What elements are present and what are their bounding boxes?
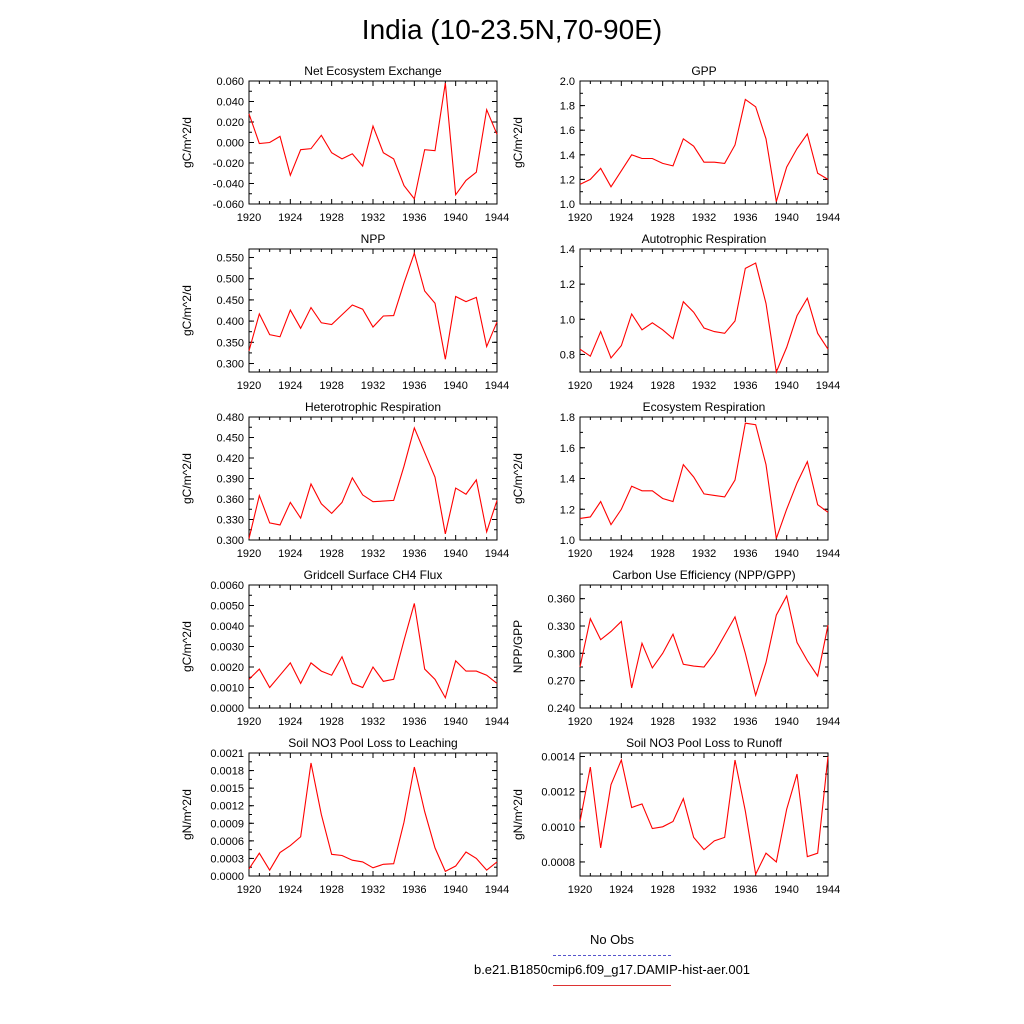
panel-5-ytick-label-3: 1.6 (559, 442, 575, 455)
panel-2-ytick-label-2: 0.400 (216, 316, 244, 329)
panel-8-ytick-label-1: 0.0003 (210, 853, 244, 866)
panel-8-xtick-label-1924: 1924 (278, 884, 303, 896)
panel-6-xtick-label-1944: 1944 (484, 716, 510, 728)
panel-2-series-line (249, 253, 497, 359)
panel-3-ytick-label-2: 1.2 (559, 279, 575, 292)
panel-8-xtick-label-1932: 1932 (360, 884, 386, 896)
panel-5-xtick-label-1924: 1924 (609, 548, 634, 560)
panel-6-title: Gridcell Surface CH4 Flux (303, 568, 443, 582)
panel-8 (180, 736, 509, 896)
panel-2-frame (249, 249, 497, 372)
panel-7-ylabel: NPP/GPP (511, 619, 525, 674)
panel-1-ytick-label-3: 1.6 (559, 125, 575, 138)
panel-2-xtick-label-1936: 1936 (402, 380, 427, 392)
panel-5 (511, 400, 840, 560)
panel-3 (560, 232, 841, 392)
panel-3-xtick-label-1928: 1928 (650, 380, 675, 392)
panel-9-xtick-label-1936: 1936 (733, 884, 758, 896)
panel-7-xtick-label-1936: 1936 (733, 716, 758, 728)
panel-2-ytick-label-3: 0.450 (216, 294, 244, 307)
panel-1-ytick-label-2: 1.4 (559, 149, 575, 162)
panel-3-ytick-label-0: 0.8 (559, 349, 575, 362)
panel-1-xtick-label-1940: 1940 (774, 212, 799, 224)
panel-4-ytick-label-3: 0.390 (216, 473, 244, 486)
panel-3-ytick-label-3: 1.4 (559, 244, 575, 256)
panel-1-xtick-label-1944: 1944 (815, 212, 841, 224)
panel-7-ytick-label-2: 0.300 (547, 648, 575, 661)
panel-2-ylabel: gC/m^2/d (180, 285, 194, 336)
panel-1-series-line (580, 99, 828, 201)
panel-4-ytick-label-1: 0.330 (216, 514, 244, 527)
panel-1-frame (580, 81, 828, 204)
panel-0-ytick-label-3: 0.000 (216, 137, 244, 150)
panel-1-ylabel: gC/m^2/d (511, 117, 525, 168)
panel-5-xtick-label-1936: 1936 (733, 548, 758, 560)
panel-7-xtick-label-1924: 1924 (609, 716, 634, 728)
panel-6-xtick-label-1920: 1920 (236, 716, 262, 728)
panel-0-xtick-label-1940: 1940 (443, 212, 468, 224)
panel-8-ytick-label-7: 0.0021 (210, 748, 244, 760)
panel-0-xtick-label-1944: 1944 (484, 212, 510, 224)
panel-3-title: Autotrophic Respiration (641, 232, 767, 246)
panel-5-series-line (580, 423, 828, 538)
panel-2-xtick-label-1928: 1928 (319, 380, 344, 392)
panel-8-ytick-label-4: 0.0012 (210, 800, 244, 813)
panel-8-ytick-label-5: 0.0015 (210, 783, 244, 796)
panel-8-xtick-label-1920: 1920 (236, 884, 262, 896)
panel-9 (511, 736, 840, 896)
panel-6-ytick-label-2: 0.0020 (210, 662, 244, 674)
panel-1-xtick-label-1932: 1932 (691, 212, 717, 224)
panel-6-ytick-label-5: 0.0050 (210, 600, 244, 613)
panel-6 (180, 568, 509, 728)
panel-0 (180, 64, 509, 224)
panel-3-xtick-label-1936: 1936 (733, 380, 758, 392)
panel-1-ytick-label-4: 1.8 (559, 100, 575, 113)
panel-9-title: Soil NO3 Pool Loss to Runoff (626, 736, 782, 750)
panel-9-frame (580, 753, 828, 876)
panel-8-ylabel: gN/m^2/d (180, 789, 194, 840)
panel-5-ylabel: gC/m^2/d (511, 453, 525, 504)
panel-0-ytick-label-6: 0.060 (216, 76, 244, 88)
panel-6-ytick-label-6: 0.0060 (210, 580, 244, 592)
panel-8-series-line (249, 763, 497, 871)
panel-3-series-line (580, 263, 828, 372)
panel-2-xtick-label-1932: 1932 (360, 380, 386, 392)
panel-8-frame (249, 753, 497, 876)
panel-2-xtick-label-1924: 1924 (278, 380, 303, 392)
panel-2-ytick-label-5: 0.550 (216, 252, 244, 265)
panel-9-ytick-label-3: 0.0014 (541, 751, 575, 764)
panel-9-ytick-label-1: 0.0010 (541, 821, 575, 834)
panel-4-ytick-label-2: 0.360 (216, 494, 244, 506)
panel-4-ytick-label-5: 0.450 (216, 432, 244, 445)
panel-6-series-line (249, 603, 497, 697)
panel-8-ytick-label-6: 0.0018 (210, 765, 244, 778)
panel-6-frame (249, 585, 497, 708)
panel-4-ytick-label-6: 0.480 (216, 412, 244, 424)
panel-1 (511, 64, 840, 224)
panel-8-ytick-label-0: 0.0000 (210, 871, 244, 883)
panel-2-xtick-label-1920: 1920 (236, 380, 262, 392)
panel-3-ytick-label-1: 1.0 (559, 314, 575, 327)
panel-0-xtick-label-1936: 1936 (402, 212, 427, 224)
panel-0-ytick-label-5: 0.040 (216, 96, 244, 109)
panel-1-xtick-label-1924: 1924 (609, 212, 634, 224)
panel-0-series-line (249, 83, 497, 199)
panel-5-xtick-label-1940: 1940 (774, 548, 799, 560)
panel-4-xtick-label-1940: 1940 (443, 548, 468, 560)
panel-2 (180, 232, 509, 392)
panel-7-xtick-label-1920: 1920 (567, 716, 593, 728)
legend-label-model: b.e21.B1850cmip6.f09_g17.DAMIP-hist-aer.001 (473, 962, 751, 977)
panel-7-series-line (580, 596, 828, 695)
panel-7-xtick-label-1932: 1932 (691, 716, 717, 728)
panel-6-ytick-label-3: 0.0030 (210, 641, 244, 654)
panel-9-xtick-label-1928: 1928 (650, 884, 675, 896)
panel-1-xtick-label-1920: 1920 (567, 212, 593, 224)
panel-4-xtick-label-1924: 1924 (278, 548, 303, 560)
panel-6-ytick-label-1: 0.0010 (210, 682, 244, 695)
panel-0-title: Net Ecosystem Exchange (304, 64, 442, 78)
panel-8-xtick-label-1940: 1940 (443, 884, 468, 896)
panel-6-ylabel: gC/m^2/d (180, 621, 194, 672)
panel-9-series-line (580, 757, 828, 875)
panel-6-xtick-label-1936: 1936 (402, 716, 427, 728)
panel-4-xtick-label-1928: 1928 (319, 548, 344, 560)
panel-3-xtick-label-1920: 1920 (567, 380, 593, 392)
panel-4-ytick-label-0: 0.300 (216, 535, 244, 547)
panel-5-ytick-label-2: 1.4 (559, 473, 575, 486)
panel-1-title: GPP (691, 64, 717, 78)
panel-9-xtick-label-1924: 1924 (609, 884, 634, 896)
panel-8-xtick-label-1928: 1928 (319, 884, 344, 896)
panel-5-xtick-label-1928: 1928 (650, 548, 675, 560)
panel-9-ylabel: gN/m^2/d (511, 789, 525, 840)
panel-5-ytick-label-4: 1.8 (559, 412, 575, 424)
panel-7-xtick-label-1944: 1944 (815, 716, 841, 728)
panel-5-title: Ecosystem Respiration (642, 400, 766, 414)
panel-3-xtick-label-1932: 1932 (691, 380, 717, 392)
panel-9-xtick-label-1944: 1944 (815, 884, 841, 896)
panel-8-xtick-label-1944: 1944 (484, 884, 510, 896)
panel-9-xtick-label-1920: 1920 (567, 884, 593, 896)
panel-7-xtick-label-1940: 1940 (774, 716, 799, 728)
panel-8-title: Soil NO3 Pool Loss to Leaching (288, 736, 458, 750)
panel-0-xtick-label-1928: 1928 (319, 212, 344, 224)
panel-7-ytick-label-3: 0.330 (547, 621, 575, 633)
panel-5-ytick-label-0: 1.0 (559, 535, 575, 547)
panel-5-frame (580, 417, 828, 540)
panel-6-ytick-label-0: 0.0000 (210, 703, 244, 715)
panel-7-xtick-label-1928: 1928 (650, 716, 675, 728)
panel-4-xtick-label-1944: 1944 (484, 548, 510, 560)
panel-0-xtick-label-1932: 1932 (360, 212, 386, 224)
panel-8-ytick-label-3: 0.0009 (210, 818, 244, 831)
panel-9-ytick-label-0: 0.0008 (541, 856, 575, 869)
panel-3-frame (580, 249, 828, 372)
panel-0-xtick-label-1920: 1920 (236, 212, 262, 224)
panel-4-xtick-label-1936: 1936 (402, 548, 427, 560)
panel-6-ytick-label-4: 0.0040 (210, 621, 244, 633)
panel-0-ytick-label-1: -0.040 (212, 178, 244, 191)
panel-8-ytick-label-2: 0.0006 (210, 835, 244, 848)
panel-2-ytick-label-1: 0.350 (216, 337, 244, 350)
panel-2-ytick-label-0: 0.300 (216, 358, 244, 371)
panel-0-ylabel: gC/m^2/d (180, 117, 194, 168)
panel-0-ytick-label-4: 0.020 (216, 117, 244, 129)
panel-4-ylabel: gC/m^2/d (180, 453, 194, 504)
panel-4 (180, 400, 509, 560)
panel-7-title: Carbon Use Efficiency (NPP/GPP) (612, 568, 796, 582)
panel-1-ytick-label-0: 1.0 (559, 199, 575, 211)
panel-7-ytick-label-1: 0.270 (547, 675, 575, 688)
panel-4-series-line (249, 428, 497, 539)
panel-3-xtick-label-1944: 1944 (815, 380, 841, 392)
panel-4-title: Heterotrophic Respiration (304, 400, 442, 414)
panel-5-xtick-label-1932: 1932 (691, 548, 717, 560)
panel-2-ytick-label-4: 0.500 (216, 273, 244, 286)
panel-6-xtick-label-1932: 1932 (360, 716, 386, 728)
panel-7 (511, 568, 840, 728)
panel-4-frame (249, 417, 497, 540)
panel-5-xtick-label-1944: 1944 (815, 548, 841, 560)
panel-7-frame (580, 585, 828, 708)
panel-1-ytick-label-1: 1.2 (559, 174, 575, 187)
panel-2-xtick-label-1944: 1944 (484, 380, 510, 392)
panel-7-ytick-label-0: 0.240 (547, 703, 575, 715)
panel-2-xtick-label-1940: 1940 (443, 380, 468, 392)
panel-7-ytick-label-4: 0.360 (547, 593, 575, 606)
panel-0-xtick-label-1924: 1924 (278, 212, 303, 224)
panel-5-xtick-label-1920: 1920 (567, 548, 593, 560)
legend-label-obs: No Obs (589, 932, 635, 947)
panel-3-xtick-label-1940: 1940 (774, 380, 799, 392)
panel-6-xtick-label-1928: 1928 (319, 716, 344, 728)
panel-8-xtick-label-1936: 1936 (402, 884, 427, 896)
panel-4-ytick-label-4: 0.420 (216, 453, 244, 465)
panel-9-xtick-label-1932: 1932 (691, 884, 717, 896)
panel-4-xtick-label-1920: 1920 (236, 548, 262, 560)
panel-1-xtick-label-1936: 1936 (733, 212, 758, 224)
panel-0-frame (249, 81, 497, 204)
panel-9-ytick-label-2: 0.0012 (541, 786, 575, 799)
panel-3-xtick-label-1924: 1924 (609, 380, 634, 392)
panel-6-xtick-label-1940: 1940 (443, 716, 468, 728)
panel-1-xtick-label-1928: 1928 (650, 212, 675, 224)
panel-0-ytick-label-0: -0.060 (212, 199, 244, 211)
panel-2-title: NPP (360, 232, 386, 246)
figure-title: India (10-23.5N,70-90E) (361, 14, 663, 45)
panel-5-ytick-label-1: 1.2 (559, 504, 575, 517)
panel-0-ytick-label-2: -0.020 (212, 158, 244, 170)
panel-9-xtick-label-1940: 1940 (774, 884, 799, 896)
panel-6-xtick-label-1924: 1924 (278, 716, 303, 728)
panel-1-ytick-label-5: 2.0 (559, 76, 575, 88)
panel-4-xtick-label-1932: 1932 (360, 548, 386, 560)
